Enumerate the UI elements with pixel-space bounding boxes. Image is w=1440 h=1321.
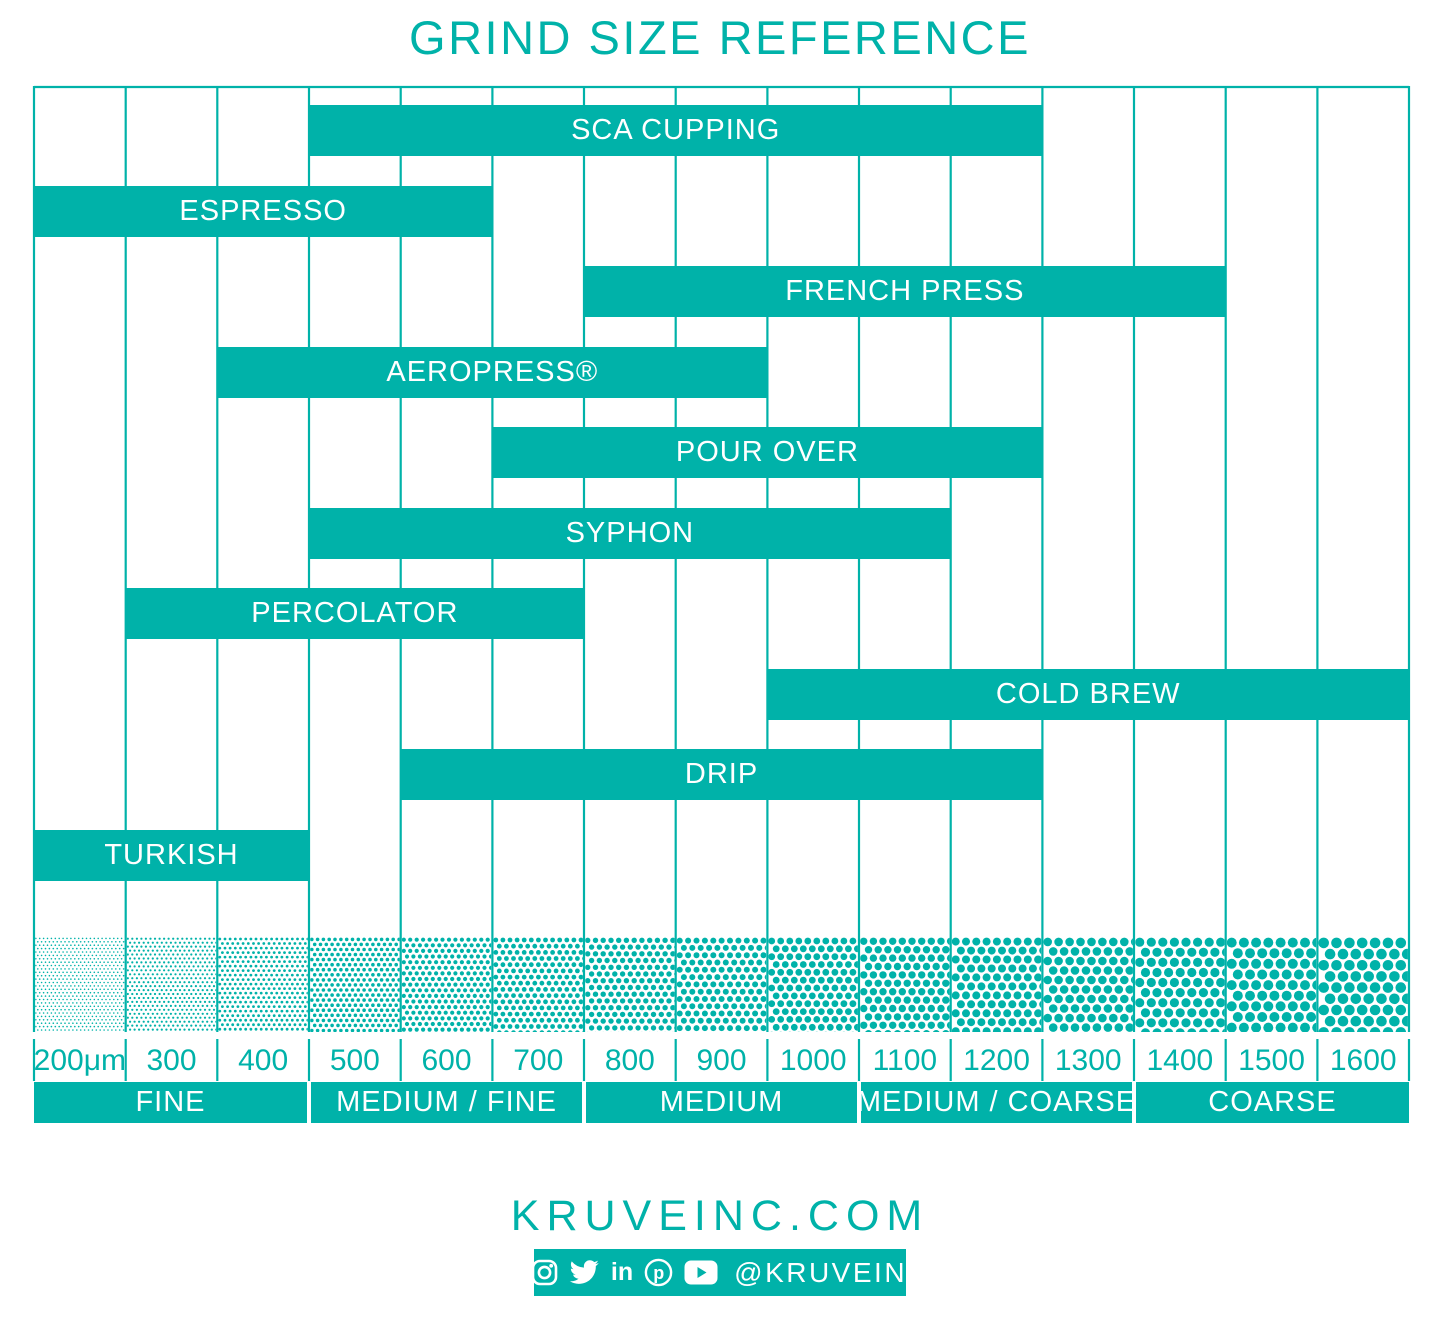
pinterest-icon (644, 1258, 673, 1287)
social-handle: @KRUVEINC (734, 1256, 930, 1288)
size-band-coarse (1136, 1082, 1409, 1123)
size-band-medium-fine (311, 1082, 582, 1123)
page-title: GRIND SIZE REFERENCE (409, 11, 1031, 64)
size-band-medium-coarse (856, 1082, 1137, 1123)
axis-tick-1400: 1400 (1146, 1044, 1214, 1077)
method-bar-label: TURKISH (104, 838, 239, 871)
twitter-icon (569, 1260, 600, 1285)
size-band-label: FINE (135, 1086, 206, 1118)
axis-tick-1500: 1500 (1238, 1044, 1305, 1077)
method-bar-label: DRIP (684, 758, 759, 791)
size-band-label: COARSE (1208, 1086, 1337, 1118)
axis-tick-500: 500 (329, 1044, 380, 1077)
axis-tick-700: 700 (513, 1044, 564, 1077)
axis-tick-1600: 1600 (1329, 1044, 1397, 1077)
axis-tick-400: 400 (238, 1044, 289, 1077)
axis-tick-600: 600 (421, 1044, 472, 1077)
method-bar-syphon (309, 508, 951, 559)
axis-tick-800: 800 (604, 1044, 655, 1077)
method-bar-aeropress (217, 347, 767, 398)
method-bar-cold-brew (767, 669, 1409, 720)
method-bar-label: FRENCH PRESS (785, 275, 1025, 308)
method-bar-label: AEROPRESS® (386, 355, 599, 388)
instagram-icon (531, 1259, 558, 1286)
size-band-fine (34, 1082, 307, 1123)
axis-tick-200: 200μm (33, 1044, 127, 1077)
method-bar-turkish (34, 830, 309, 881)
axis-tick-300: 300 (146, 1044, 197, 1077)
facebook-icon: f (510, 1255, 520, 1287)
method-bar-espresso (34, 186, 492, 237)
social-badge (510, 1249, 930, 1296)
website-text: KRUVEINC.COM (510, 1192, 930, 1240)
method-bar-label: POUR OVER (675, 436, 859, 469)
method-bar-label: ESPRESSO (179, 194, 347, 227)
linkedin-icon: in (610, 1258, 634, 1286)
method-bar-drip (401, 749, 1043, 800)
method-bar-label: SYPHON (565, 516, 695, 549)
size-band-label: MEDIUM / FINE (336, 1086, 557, 1118)
method-bar-label: COLD BREW (995, 677, 1181, 710)
svg-text:p: p (653, 1263, 665, 1283)
method-bar-french-press (584, 266, 1226, 317)
axis-tick-1000: 1000 (779, 1044, 847, 1077)
size-band-label: MEDIUM (659, 1086, 784, 1118)
axis-tick-1200: 1200 (963, 1044, 1030, 1077)
method-bar-percolator (126, 588, 584, 639)
method-bar-label: PERCOLATOR (251, 597, 459, 630)
youtube-icon (684, 1260, 718, 1285)
method-bar-sca-cupping (309, 105, 1042, 156)
size-band-label: MEDIUM / COARSE (856, 1086, 1137, 1118)
axis-tick-1300: 1300 (1054, 1044, 1122, 1077)
axis-tick-900: 900 (696, 1044, 747, 1077)
axis-tick-1100: 1100 (872, 1044, 938, 1077)
method-bar-label: SCA CUPPING (571, 114, 781, 146)
size-band-medium (586, 1082, 857, 1123)
method-bar-pour-over (492, 427, 1042, 478)
